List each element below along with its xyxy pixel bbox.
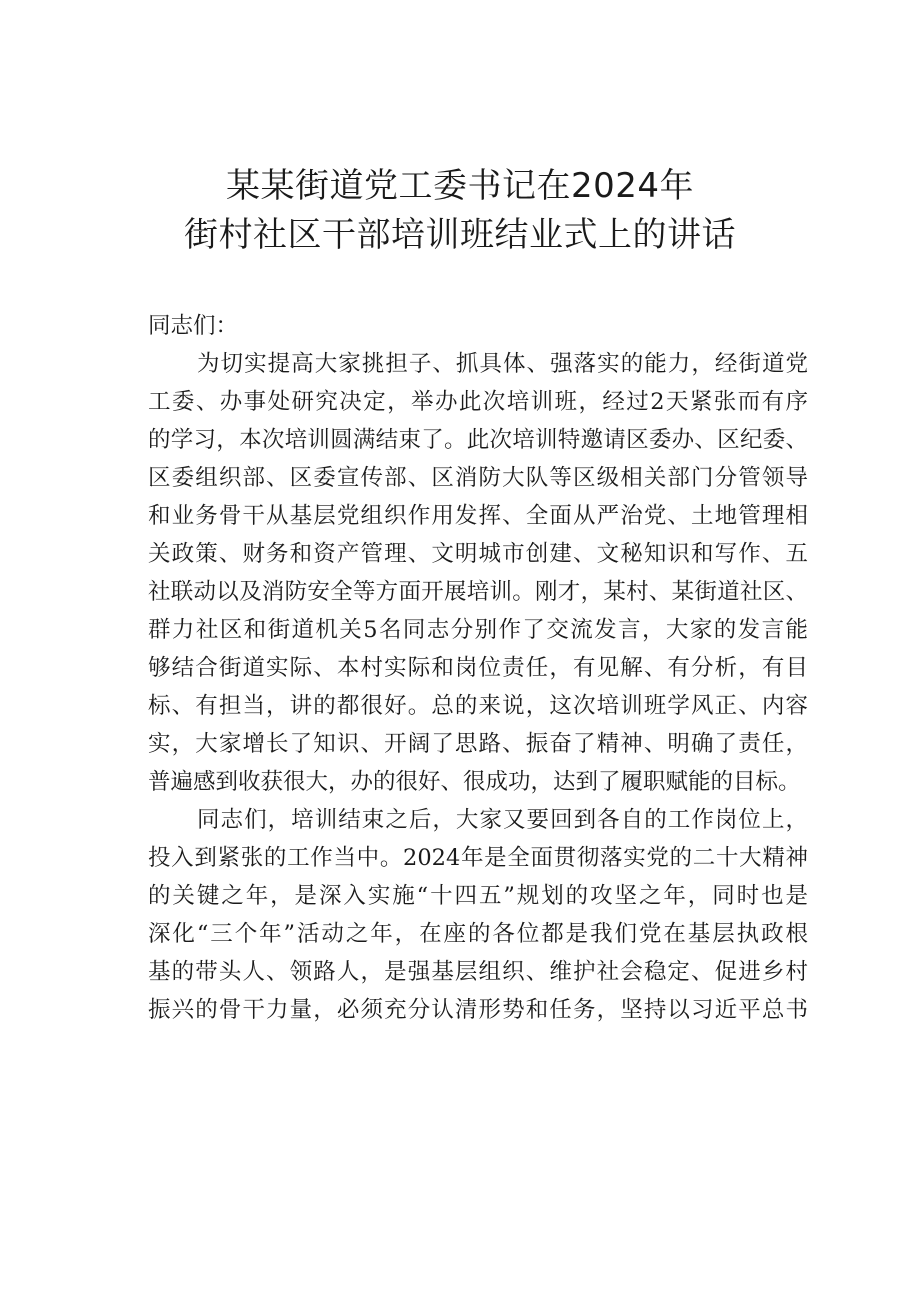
paragraph-1-line: 普遍感到收获很大，办的很好、很成功，达到了履职赋能的目标。 bbox=[148, 769, 801, 795]
paragraph-1-line: 区委组织部、区委宣传部、区消防大队等区级相关部门分管领导 bbox=[148, 465, 808, 491]
paragraph-1-line: 工委、办事处研究决定，举办此次培训班，经过2天紧张而有序 bbox=[148, 389, 808, 415]
paragraph-2-line: 同志们，培训结束之后，大家又要回到各自的工作岗位上， bbox=[197, 807, 808, 833]
salutation: 同志们： bbox=[148, 313, 239, 339]
document-title-line-1: 某某街道党工委书记在2024年 bbox=[225, 166, 695, 206]
paragraph-1-line: 实，大家增长了知识、开阔了思路、振奋了精神、明确了责任， bbox=[148, 731, 808, 757]
paragraph-1-line: 和业务骨干从基层党组织作用发挥、全面从严治党、土地管理相 bbox=[148, 503, 808, 529]
paragraph-2-line: 深化“三个年”活动之年，在座的各位都是我们党在基层执政根 bbox=[148, 921, 808, 947]
paragraph-2-line: 投入到紧张的工作当中。2024年是全面贯彻落实党的二十大精神 bbox=[148, 845, 808, 871]
paragraph-1-line: 标、有担当，讲的都很好。总的来说，这次培训班学风正、内容 bbox=[148, 693, 808, 719]
paragraph-2-line: 的关键之年，是深入实施“十四五”规划的攻坚之年，同时也是 bbox=[148, 883, 808, 909]
paragraph-1-line: 群力社区和街道机关5名同志分别作了交流发言，大家的发言能 bbox=[148, 617, 808, 643]
paragraph-1-line: 社联动以及消防安全等方面开展培训。刚才，某村、某街道社区、 bbox=[148, 579, 808, 605]
paragraph-1-line: 的学习，本次培训圆满结束了。此次培训特邀请区委办、区纪委、 bbox=[148, 427, 808, 453]
paragraph-1-line: 够结合街道实际、本村实际和岗位责任，有见解、有分析，有目 bbox=[148, 655, 808, 681]
paragraph-2-line: 基的带头人、领路人，是强基层组织、维护社会稳定、促进乡村 bbox=[148, 959, 808, 985]
document-title-line-2: 街村社区干部培训班结业式上的讲话 bbox=[184, 215, 736, 255]
paragraph-1-line: 为切实提高大家挑担子、抓具体、强落实的能力，经街道党 bbox=[197, 351, 808, 377]
paragraph-2-line: 振兴的骨干力量，必须充分认清形势和任务，坚持以习近平总书 bbox=[148, 997, 808, 1023]
paragraph-1-line: 关政策、财务和资产管理、文明城市创建、文秘知识和写作、五 bbox=[148, 541, 808, 567]
